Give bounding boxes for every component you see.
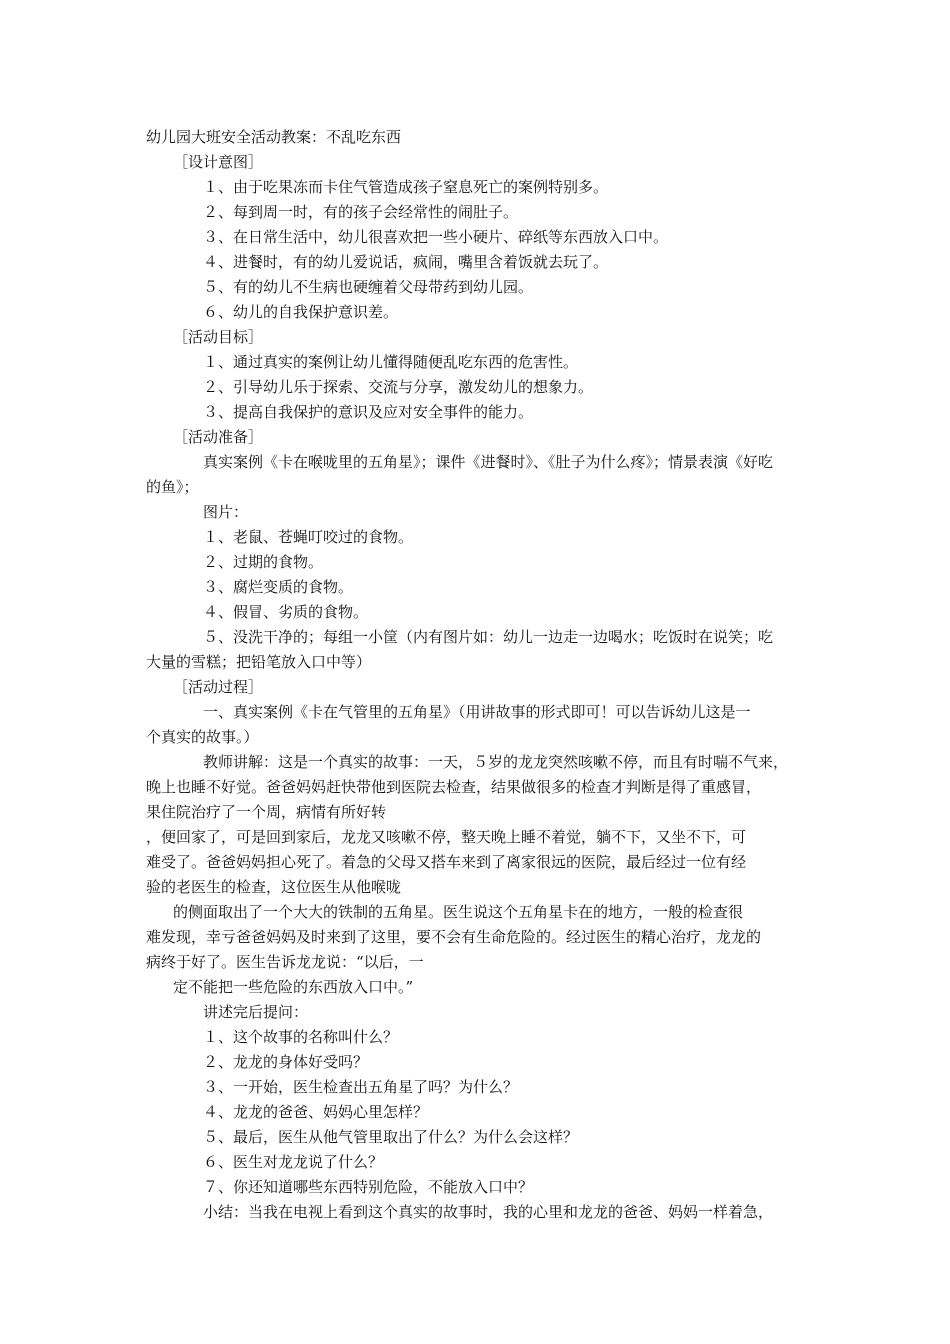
process-step-1-line-1: 一、真实案例《卡在气管里的五角星》（用讲故事的形式即可！可以告诉幼儿这是一 (203, 703, 751, 721)
prep-item-2: ２、过期的食物。 (203, 553, 324, 571)
design-item-2: ２、每到周一时，有的孩子会经常性的闹肚子。 (203, 203, 519, 221)
design-item-4: ４、进餐时，有的幼儿爱说话，疯闹，嘴里含着饭就去玩了。 (203, 253, 609, 271)
goal-item-2: ２、引导幼儿乐于探索、交流与分享，激发幼儿的想象力。 (203, 378, 594, 396)
heading-activity-process: ［活动过程］ (173, 678, 264, 696)
design-item-1: １、由于吃果冻而卡住气管造成孩子窒息死亡的案例特别多。 (203, 178, 609, 196)
question-intro: 讲述完后提问： (203, 1003, 309, 1021)
prep-para-line-1: 真实案例《卡在喉咙里的五角星》；课件《进餐时》、《肚子为什么疼》；情景表演《好吃 (203, 453, 774, 471)
goal-item-1: １、通过真实的案例让幼儿懂得随便乱吃东西的危害性。 (203, 353, 579, 371)
prep-item-4: ４、假冒、劣质的食物。 (203, 603, 369, 621)
prep-pictures-label: 图片： (203, 503, 249, 521)
question-3: ３、一开始，医生检查出五角星了吗？为什么？ (203, 1078, 519, 1096)
heading-activity-prep: ［活动准备］ (173, 428, 264, 446)
design-item-5: ５、有的幼儿不生病也硬缠着父母带药到幼儿园。 (203, 278, 534, 296)
question-6: ６、医生对龙龙说了什么？ (203, 1153, 384, 1171)
question-4: ４、龙龙的爸爸、妈妈心里怎样？ (203, 1103, 429, 1121)
prep-item-5-line-1: ５、没洗干净的；每组一小筐（内有图片如：幼儿一边走一边喝水；吃饭时在说笑；吃 (203, 628, 774, 646)
document-title: 幼儿园大班安全活动教案：不乱吃东西 (146, 128, 402, 146)
prep-item-3: ３、腐烂变质的食物。 (203, 578, 354, 596)
question-7: ７、你还知道哪些东西特别危险，不能放入口中？ (203, 1178, 534, 1196)
design-item-3: ３、在日常生活中，幼儿很喜欢把一些小硬片、碎纸等东西放入口中。 (203, 228, 669, 246)
story-line-8: 难发现，幸亏爸爸妈妈及时来到了这里，要不会有生命危险的。经过医生的精心治疗，龙龙的 (146, 928, 762, 946)
design-item-6: ６、幼儿的自我保护意识差。 (203, 303, 399, 321)
prep-item-5-line-2: 大量的雪糕；把铅笔放入口中等） (146, 653, 372, 671)
summary-line: 小结：当我在电视上看到这个真实的故事时，我的心里和龙龙的爸爸、妈妈一样着急， (203, 1203, 774, 1221)
question-1: １、这个故事的名称叫什么？ (203, 1028, 399, 1046)
story-line-5: 难受了。爸爸妈妈担心死了。着急的父母又搭车来到了离家很远的医院，最后经过一位有经 (146, 853, 747, 871)
story-line-6: 验的老医生的检查，这位医生从他喉咙 (146, 878, 402, 896)
heading-design-intent: ［设计意图］ (173, 153, 264, 171)
story-line-2: 晚上也睡不好觉。爸爸妈妈赶快带他到医院去检查，结果做很多的检查才判断是得了重感冒， (146, 778, 762, 796)
goal-item-3: ３、提高自我保护的意识及应对安全事件的能力。 (203, 403, 534, 421)
story-line-10: 定不能把一些危险的东西放入口中。” (173, 978, 414, 996)
story-line-1: 教师讲解：这是一个真实的故事：一天，５岁的龙龙突然咳嗽不停，而且有时喘不气来， (203, 753, 789, 771)
question-5: ５、最后，医生从他气管里取出了什么？为什么会这样？ (203, 1128, 579, 1146)
prep-item-1: １、老鼠、苍蝇叮咬过的食物。 (203, 528, 414, 546)
story-line-3: 果住院治疗了一个周，病情有所好转 (146, 803, 387, 821)
story-line-4: ，便回家了，可是回到家后，龙龙又咳嗽不停，整天晚上睡不着觉，躺不下，又坐不下，可 (146, 828, 747, 846)
prep-para-line-2: 的鱼》； (146, 478, 199, 496)
question-2: ２、龙龙的身体好受吗？ (203, 1053, 369, 1071)
story-line-9: 病终于好了。医生告诉龙龙说：“以后，一 (146, 953, 424, 971)
story-line-7: 的侧面取出了一个大大的铁制的五角星。医生说这个五角星卡在的地方，一般的检查很 (173, 903, 744, 921)
heading-activity-goals: ［活动目标］ (173, 328, 264, 346)
process-step-1-line-2: 个真实的故事。） (146, 728, 259, 746)
